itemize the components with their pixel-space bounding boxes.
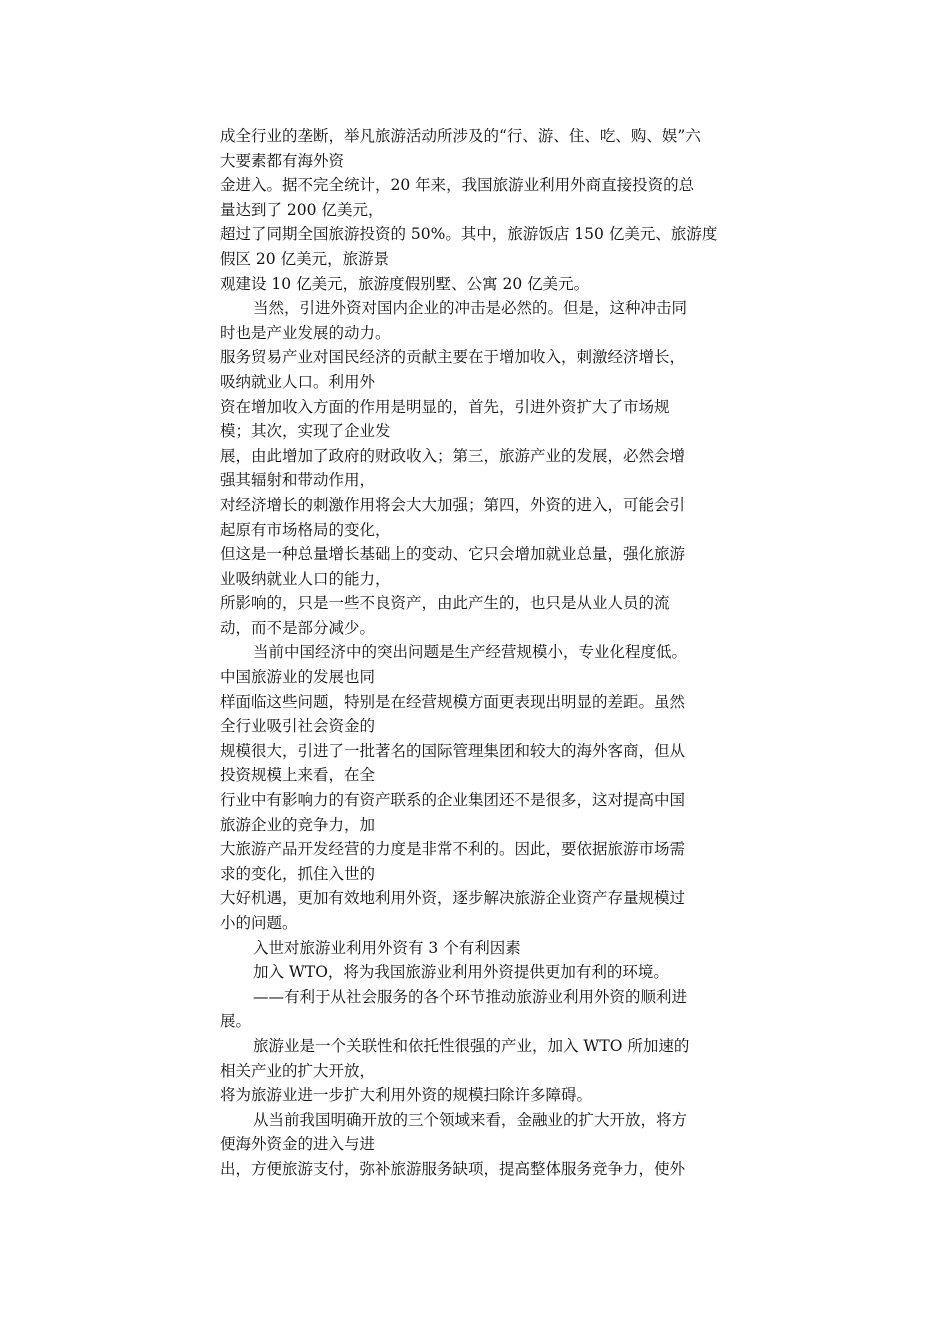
text-line: 资在增加收入方面的作用是明显的，首先，引进外资扩大了市场规 [220, 397, 670, 416]
text-line: 将为旅游业进一步扩大利用外资的规模扫除许多障碍。 [220, 1086, 593, 1105]
text-line: 但这是一种总量增长基础上的变动、它只会增加就业总量，强化旅游 [220, 545, 686, 564]
text-line: 大好机遇，更加有效地利用外资，逐步解决旅游企业资产存量规模过 [220, 889, 686, 908]
text-line: 行业中有影响力的有资产联系的企业集团还不是很多，这对提高中国 [220, 791, 686, 810]
text-line: 成全行业的垄断，举凡旅游活动所涉及的“行、游、住、吃、购、娱”六 [220, 127, 701, 145]
section-heading: 入世对旅游业利用外资有 3 个有利因素 [253, 938, 521, 957]
text-line: 旅游业是一个关联性和依托性很强的产业，加入 WTO 所加速的 [253, 1036, 690, 1055]
body-text [220, 124, 735, 1182]
text-line: 观建设 10 亿美元，旅游度假别墅、公寓 20 亿美元。 [220, 274, 590, 293]
text-line: 当前中国经济中的突出问题是生产经营规模小，专业化程度低。 [253, 643, 688, 662]
text-line: 业吸纳就业人口的能力， [220, 569, 391, 588]
text-line: 服务贸易产业对国民经济的贡献主要在于增加收入，刺激经济增长， [220, 348, 686, 367]
text-line: 金进入。据不完全统计，20 年来，我国旅游业利用外商直接投资的总 [220, 176, 695, 195]
text-line: 量达到了 200 亿美元， [220, 200, 384, 219]
text-line: 对经济增长的刺激作用将会大大加强；第四，外资的进入，可能会引 [220, 495, 686, 514]
text-line: 动，而不是部分减少。 [220, 618, 376, 637]
text-line: 加入 WTO，将为我国旅游业利用外资提供更加有利的环境。 [253, 963, 669, 982]
text-line: 展，由此增加了政府的财政收入；第三，旅游产业的发展，必然会增 [220, 446, 686, 465]
text-line: 样面临这些问题，特别是在经营规模方面更表现出明显的差距。虽然 [220, 692, 686, 711]
text-line: 中国旅游业的发展也同 [220, 668, 376, 687]
text-line: 时也是产业发展的动力。 [220, 323, 391, 342]
text-line: 当然，引进外资对国内企业的冲击是必然的。但是，这种冲击同 [253, 299, 688, 318]
text-line: 大要素都有海外资 [220, 151, 345, 170]
text-line: 超过了同期全国旅游投资的 50%。其中，旅游饭店 150 亿美元、旅游度 [220, 225, 718, 244]
text-line: 起原有市场格局的变化， [220, 520, 391, 539]
text-line: 小的问题。 [220, 914, 298, 932]
text-line: 假区 20 亿美元，旅游景 [220, 249, 390, 268]
text-line: 出，方便旅游支付，弥补旅游服务缺项，提高整体服务竞争力，使外 [220, 1159, 686, 1178]
text-line: 规模很大，引进了一批著名的国际管理集团和较大的海外客商，但从 [220, 741, 686, 760]
text-line: 大旅游产品开发经营的力度是非常不利的。因此，要依据旅游市场需 [220, 840, 686, 859]
text-line: 展。 [220, 1012, 252, 1031]
text-line: 旅游企业的竞争力，加 [220, 815, 376, 834]
text-line: 所影响的，只是一些不良资产，由此产生的，也只是从业人员的流 [220, 594, 670, 613]
text-line: 强其辐射和带动作用， [220, 471, 376, 490]
text-line: 模；其次，实现了企业发 [220, 422, 391, 441]
text-line: 相关产业的扩大开放， [220, 1061, 376, 1080]
text-line: 便海外资金的进入与进 [220, 1135, 376, 1154]
text-line: 全行业吸引社会资金的 [220, 717, 376, 736]
text-line: ——有利于从社会服务的各个环节推动旅游业利用外资的顺利进 [253, 987, 688, 1006]
text-line: 从当前我国明确开放的三个领域来看，金融业的扩大开放，将方 [253, 1110, 688, 1129]
text-line: 投资规模上来看，在全 [220, 766, 376, 785]
text-line: 求的变化，抓住入世的 [220, 864, 376, 883]
text-line: 吸纳就业人口。利用外 [220, 372, 376, 391]
